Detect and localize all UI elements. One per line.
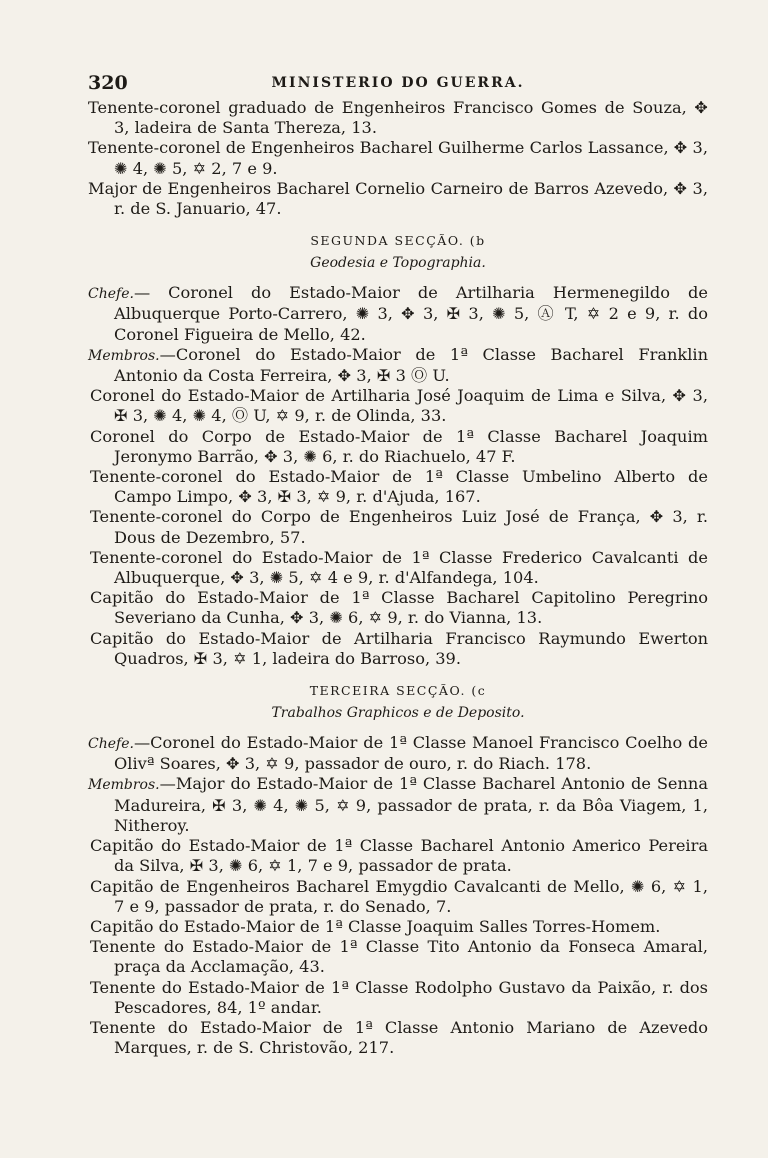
member-entry: Capitão do Estado-Maior de 1ª Classe Bacharel Capitolino Peregrino Severiano da Cunha, ✥ 3, ✺ 6, ✡ 9, r. do Vianna, 13.: [90, 588, 708, 628]
member-entry: Capitão do Estado-Maior de Artilharia Francisco Raymundo Ewerton Quadros, ✠ 3, ✡ 1, ladeira do Barroso, 39.: [90, 628, 708, 668]
section-subtitle-segunda: Geodesia e Topographia.: [310, 255, 486, 272]
page-number: 320: [88, 72, 128, 94]
member-entry: Tenente do Estado-Maior de 1ª Classe Antonio Mariano de Azevedo Marques, r. de S. Christovão, 217.: [90, 1017, 708, 1058]
chefe-label: Chefe.: [88, 736, 134, 753]
member-entry: Tenente-coronel do Corpo de Engenheiros Luiz José de França, ✥ 3, r. Dous de Dezembro, 57.: [90, 507, 708, 547]
member-entry: Capitão do Estado-Maior de 1ª Classe Joaquim Salles Torres-Homem.: [90, 916, 661, 936]
member-entry: Tenente-coronel do Estado-Maior de 1ª Classe Umbelino Alberto de Campo Limpo, ✥ 3, ✠ 3, ✡ 9, r. d'Ajuda, 167.: [90, 467, 708, 507]
membros-text: —Major do Estado-Maior de 1ª Classe Bacharel Antonio de Senna Madureira, ✠ 3, ✺ 4, ✺ 5, ✡ 9, passador de prata, r. da Bôa Viagem, 1, Nitheroy.: [114, 774, 708, 835]
chefe-entry-terceira: [88, 733, 708, 774]
chefe-entry-segunda: [88, 283, 708, 345]
membros-label: Membros.: [88, 347, 160, 364]
membros-entry-segunda: [88, 345, 708, 386]
page-header: [88, 72, 708, 98]
running-title: MINISTERIO DO GUERRA.: [271, 75, 525, 91]
member-entry: Capitão de Engenheiros Bacharel Emygdio Cavalcanti de Mello, ✺ 6, ✡ 1, 7 e 9, passador de prata, r. do Senado, 7.: [90, 876, 708, 916]
entry-lassance-prev: Tenente-coronel graduado de Engenheiros Francisco Gomes de Souza, ✥ 3, ladeira de Santa Thereza, 13.: [88, 98, 708, 138]
member-entry: Tenente do Estado-Maior de 1ª Classe Rodolpho Gustavo da Paixão, r. dos Pescadores, 84, 1º andar.: [90, 977, 708, 1017]
chefe-text: — Coronel do Estado-Maior de Artilharia Hermenegildo de Albuquerque Porto-Carrero, ✺ 3, ✥ 3, ✠ 3, ✺ 5, Ⓐ T, ✡ 2 e 9, r. do Coronel Figueira de Mello, 42.: [114, 283, 708, 344]
page-content: [88, 98, 708, 1058]
membros-entry-terceira: [88, 774, 708, 836]
member-entry: Tenente do Estado-Maior de 1ª Classe Tito Antonio da Fonseca Amaral, praça da Acclamação, 43.: [90, 937, 708, 977]
chefe-text: —Coronel do Estado-Maior de 1ª Classe Manoel Francisco Coelho de Olivª Soares, ✥ 3, ✡ 9, passador de ouro, r. do Riach. 178.: [114, 733, 708, 774]
section-title-terceira: TERCEIRA SECÇÃO. (c: [309, 683, 487, 699]
member-entry: Coronel do Estado-Maior de Artilharia José Joaquim de Lima e Silva, ✥ 3, ✠ 3, ✺ 4, ✺ 4, Ⓞ U, ✡ 9, r. de Olinda, 33.: [90, 386, 708, 426]
section-subtitle-terceira: Trabalhos Graphicos e de Deposito.: [271, 705, 525, 722]
section-title-segunda: SEGUNDA SECÇÃO. (b: [310, 233, 486, 249]
member-entry: Tenente-coronel do Estado-Maior de 1ª Classe Frederico Cavalcanti de Albuquerque, ✥ 3, ✺ 5, ✡ 4 e 9, r. d'Alfandega, 104.: [90, 547, 708, 588]
chefe-label: Chefe.: [88, 286, 134, 303]
entry-lassance: Tenente-coronel de Engenheiros Bacharel Guilherme Carlos Lassance, ✥ 3, ✺ 4, ✺ 5, ✡ 2, 7 e 9.: [88, 138, 708, 178]
membros-label: Membros.: [88, 777, 160, 794]
member-entry: Capitão do Estado-Maior de 1ª Classe Bacharel Antonio Americo Pereira da Silva, ✠ 3, ✺ 6, ✡ 1, 7 e 9, passador de prata.: [90, 836, 708, 876]
member-entry: Coronel do Corpo de Estado-Maior de 1ª Classe Bacharel Joaquim Jeronymo Barrão, ✥ 3, ✺ 6, r. do Riachuelo, 47 F.: [90, 426, 708, 466]
entry-azevedo: Major de Engenheiros Bacharel Cornelio Carneiro de Barros Azevedo, ✥ 3, r. de S. Januario, 47.: [88, 178, 708, 219]
membros-text: —Coronel do Estado-Maior de 1ª Classe Bacharel Franklin Antonio da Costa Ferreira, ✥ 3, ✠ 3 Ⓞ U.: [114, 344, 708, 386]
